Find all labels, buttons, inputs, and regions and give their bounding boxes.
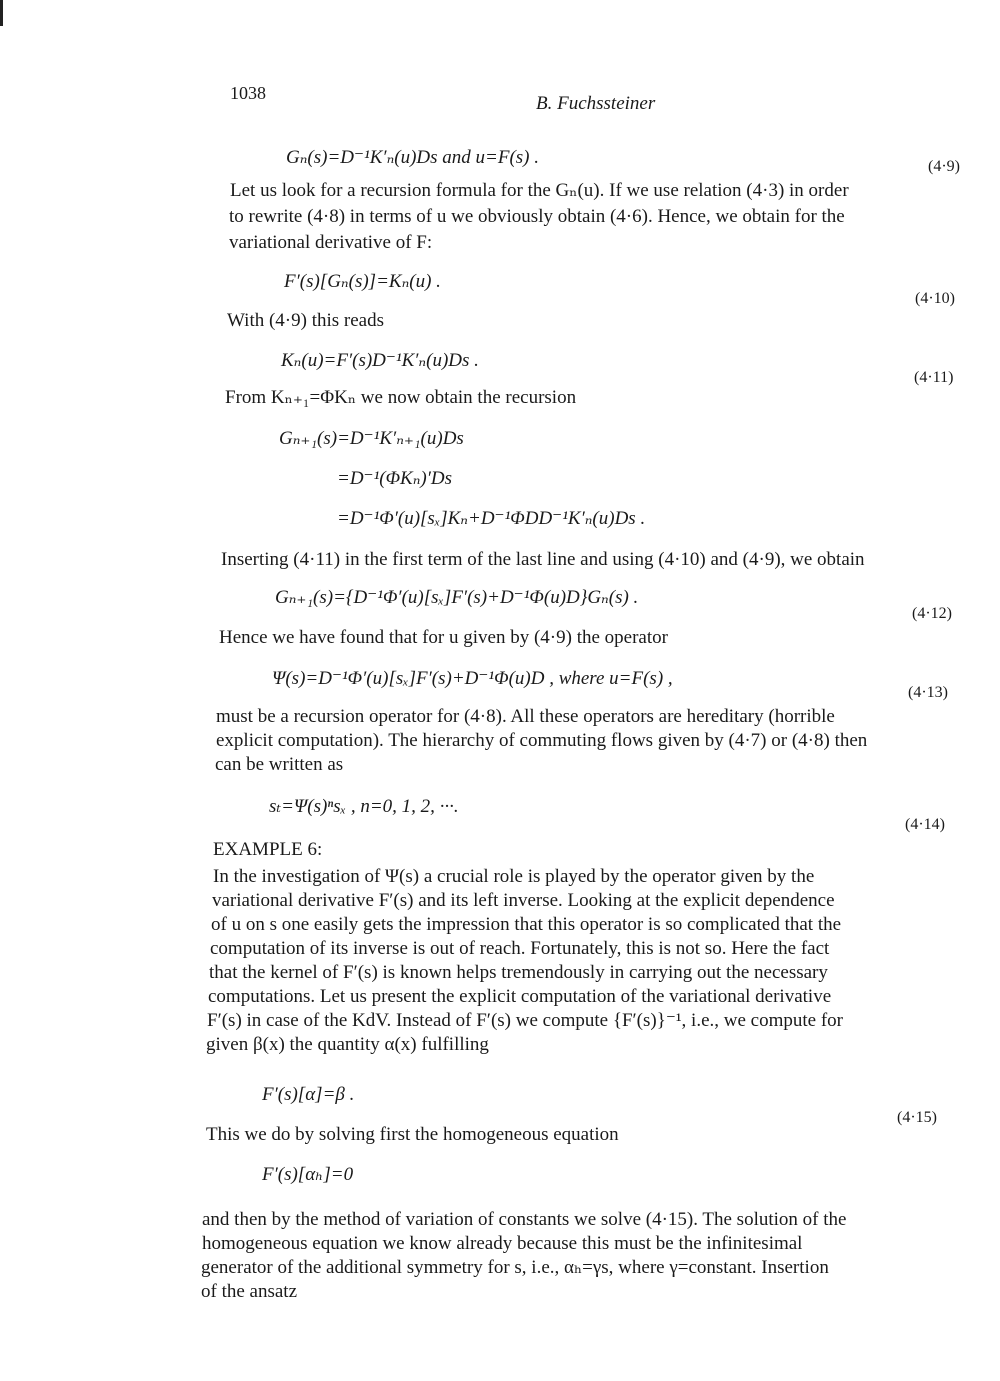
equation-4-14: sₜ=Ψ(s)ⁿsₓ , n=0, 1, 2, ···. [269,796,459,817]
recursion-line-2: =D⁻¹(ΦKₙ)′Ds [337,468,453,489]
text-line: explicit computation). The hierarchy of commuting flows given by (4·7) or (4·8) then [216,730,868,751]
equation-number-4-9: (4·9) [928,158,960,175]
text-line: of u on s one easily gets the impression that this operator is so complicated that the [211,914,842,935]
equation-number-4-13: (4·13) [908,684,948,701]
recursion-line-1: Gₙ₊₁(s)=D⁻¹K′ₙ₊₁(u)Ds [279,428,464,449]
text-line: computations. Let us present the explicit computation of the variational derivative [208,986,832,1007]
page-number: 1038 [230,83,266,103]
text-line: This we do by solving first the homogeneous equation [206,1124,619,1145]
equation-number-4-15: (4·15) [897,1109,937,1126]
text-line: F′(s) in case of the KdV. Instead of F′(s) we compute {F′(s)}⁻¹, i.e., we compute for [207,1010,843,1031]
example-heading: EXAMPLE 6: [213,839,323,860]
scan-edge-mark [0,0,3,26]
text-line: homogeneous equation we know already because this must be the infinitesimal [202,1233,803,1254]
text-line: must be a recursion operator for (4·8). All these operators are hereditary (horrible [216,706,835,727]
text-line: and then by the method of variation of constants we solve (4·15). The solution of the [202,1209,847,1230]
equation-4-11: Kₙ(u)=F′(s)D⁻¹K′ₙ(u)Ds . [281,350,479,371]
text-line: can be written as [215,754,344,775]
text-line: variational derivative F′(s) and its left inverse. Looking at the explicit dependence [212,890,835,911]
equation-number-4-12: (4·12) [912,605,952,622]
recursion-line-3: =D⁻¹Φ′(u)[sₓ]Kₙ+D⁻¹ΦDD⁻¹K′ₙ(u)Ds . [337,508,646,529]
text-line: generator of the additional symmetry for s, i.e., αₕ=γs, where γ=constant. Insertion [201,1257,829,1278]
text-line: Let us look for a recursion formula for the Gₙ(u). If we use relation (4·3) in order [230,180,849,201]
equation-4-15: F′(s)[α]=β . [262,1084,355,1105]
text-line: Hence we have found that for u given by (4·9) the operator [219,627,668,648]
homogeneous-equation: F′(s)[αₕ]=0 [262,1164,354,1185]
text-line: given β(x) the quantity α(x) fulfilling [206,1034,489,1055]
running-head: B. Fuchssteiner [536,93,656,114]
text-line: Inserting (4·11) in the first term of the last line and using (4·10) and (4·9), we obtain [221,549,865,570]
equation-4-12: Gₙ₊₁(s)={D⁻¹Φ′(u)[sₓ]F′(s)+D⁻¹Φ(u)D}Gₙ(s) . [275,587,639,608]
text-line: From Kₙ₊₁=ΦKₙ we now obtain the recursion [225,387,577,408]
text-line: variational derivative of F: [229,232,433,253]
equation-number-4-11: (4·11) [914,369,954,386]
text-line: of the ansatz [201,1281,298,1302]
equation-number-4-14: (4·14) [905,816,945,833]
equation-4-9: Gₙ(s)=D⁻¹K′ₙ(u)Ds and u=F(s) . [286,147,540,168]
text-line: computation of its inverse is out of reach. Fortunately, this is not so. Here the fact [210,938,830,959]
equation-4-10: F′(s)[Gₙ(s)]=Kₙ(u) . [284,271,441,292]
text-line: In the investigation of Ψ(s) a crucial role is played by the operator given by the [213,866,815,887]
text-line: that the kernel of F′(s) is known helps tremendously in carrying out the necessary [209,962,828,983]
text-line: to rewrite (4·8) in terms of u we obviously obtain (4·6). Hence, we obtain for the [229,206,845,227]
text-line: With (4·9) this reads [227,310,385,331]
equation-number-4-10: (4·10) [915,290,955,307]
equation-4-13: Ψ(s)=D⁻¹Φ′(u)[sₓ]F′(s)+D⁻¹Φ(u)D , where u=F(s) , [272,668,673,689]
